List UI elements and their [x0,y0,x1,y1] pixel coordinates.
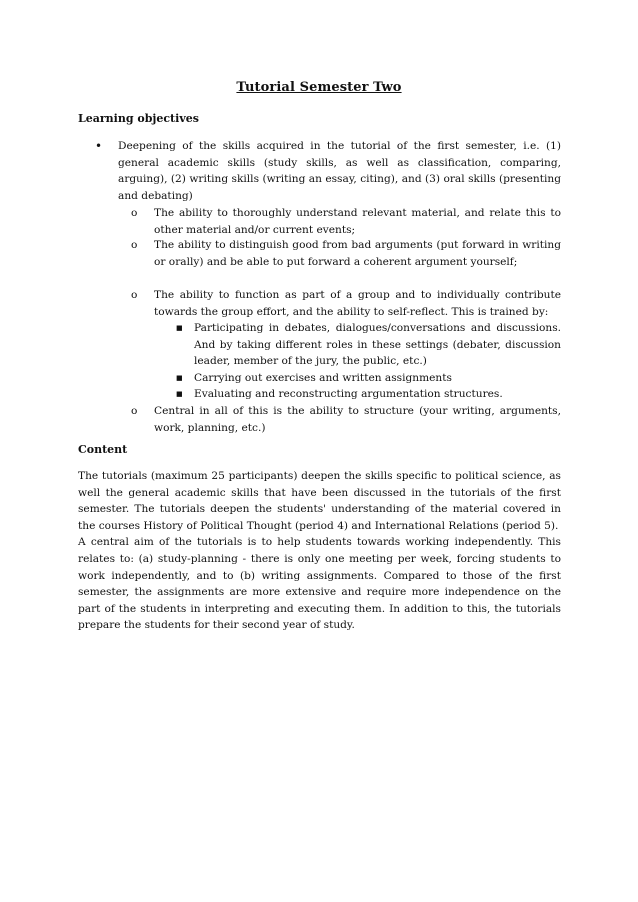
sub-bullet-marker: o [131,289,138,301]
objective-sub-item: Central in all of this is the ability to structure (your writing, arguments, work, planning, etc.) [154,405,561,434]
objective-sub-sub-item: Carrying out exercises and written assignments [194,372,452,384]
page-title: Tutorial Semester Two [236,80,402,95]
sub-bullet-marker: o [131,405,138,417]
content-heading: Content [78,443,128,456]
square-bullet-marker: ■ [176,390,183,398]
content-body [78,468,561,634]
content-paragraph: The tutorials (maximum 25 participants) deepen the skills specific to political science, as well the general academic skills that have been discussed in the tutorials of the first semester. The tutorials deepen the students' understanding of the material covered in the courses History of Political Thought (period 4) and International Relations (period 5). [78,470,561,532]
objective-sub-sub-item: Evaluating and reconstructing argumentation structures. [194,388,503,400]
sub-bullet-marker: o [131,207,138,219]
objective-sub-item: The ability to distinguish good from bad arguments (put forward in writing or orally) and be able to put forward a coherent argument yourself; [154,239,561,268]
objective-sub-item: The ability to function as part of a group and to individually contribute towards the group effort, and the ability to self-reflect. This is trained by: [154,289,561,318]
bullet-marker: • [95,139,103,153]
objective-sub-item: The ability to thoroughly understand relevant material, and relate this to other material and/or current events; [154,207,561,236]
objective-main-item: Deepening of the skills acquired in the tutorial of the first semester, i.e. (1) general academic skills (study skills, as well as classification, comparing, arguing), (2) writing skills (writing an essay, citing), and (3) oral skills (presenting and debating) [118,140,561,202]
square-bullet-marker: ■ [176,374,183,382]
square-bullet-marker: ■ [176,324,183,332]
sub-bullet-marker: o [131,239,138,251]
objective-sub-sub-item: Participating in debates, dialogues/conversations and discussions. And by taking different roles in these settings (debater, discussion leader, member of the jury, the public, etc.) [194,322,561,368]
learning-objectives-heading: Learning objectives [78,112,199,125]
content-paragraph: A central aim of the tutorials is to help students towards working independently. This relates to: (a) study-planning - there is only one meeting per week, forcing students to work independently, and to (b) writing assignments. Compared to those of the first semester, the assignments are more extensive and require more independence on the part of the students in interpreting and executing them. In addition to this, the tutorials prepare the students for their second year of study. [78,536,561,632]
